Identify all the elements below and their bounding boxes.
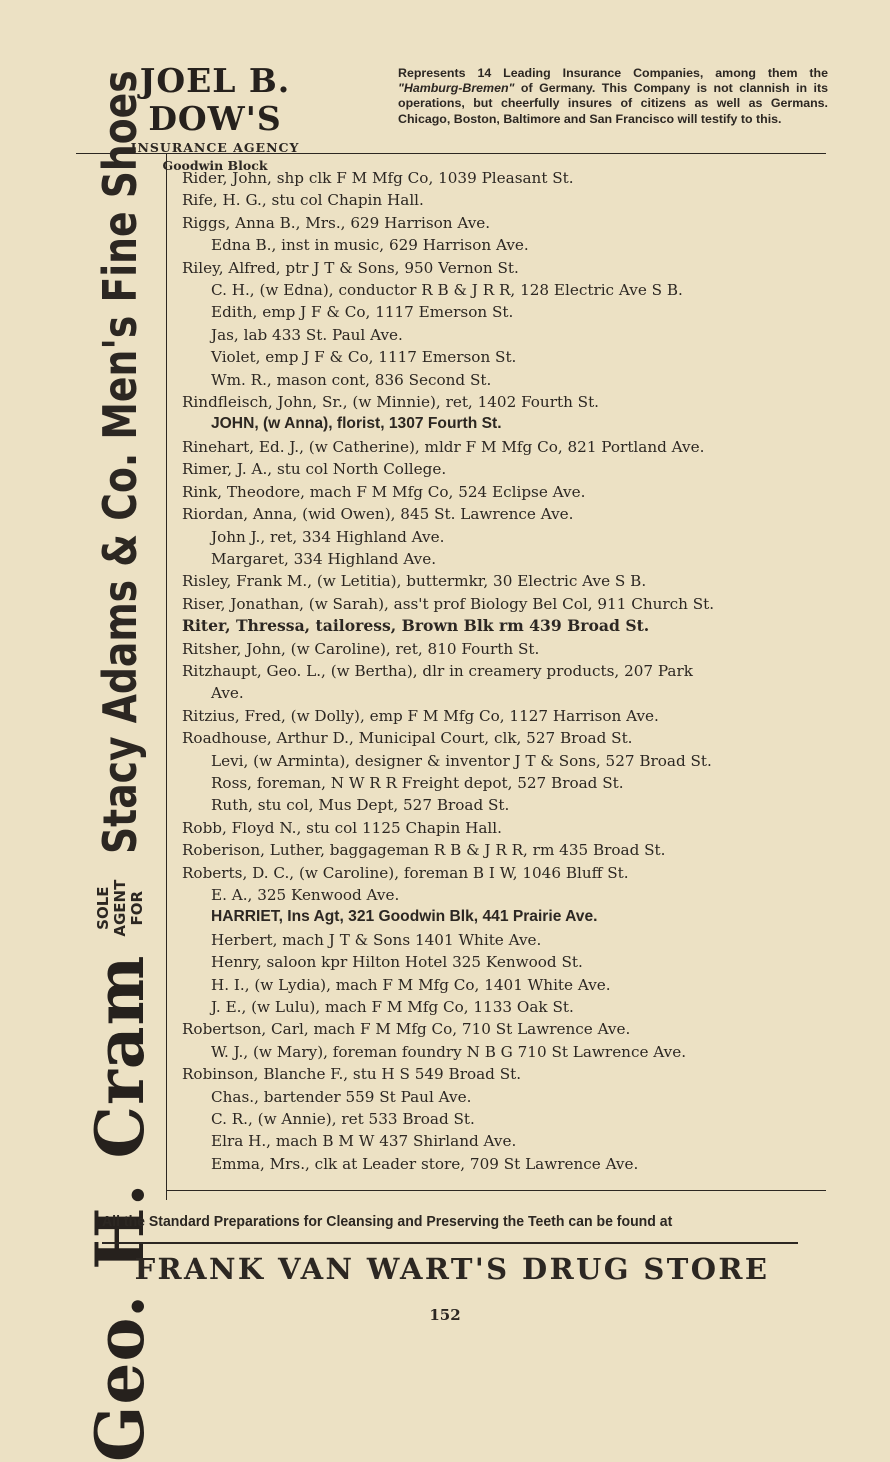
directory-entry: Levi, (w Arminta), designer & inventor J T & Sons, 527 Broad St. bbox=[211, 751, 712, 770]
blurb-part-2: of Germany. This Company is not clannish in its operations, but cheerfully insures of citizens as well as Germans. Chicago, Boston, Baltimore and San Francisco will testify to this. bbox=[398, 81, 828, 126]
directory-entry: Rinehart, Ed. J., (w Catherine), mldr F M Mfg Co, 821 Portland Ave. bbox=[182, 437, 705, 456]
directory-entry: John J., ret, 334 Highland Ave. bbox=[211, 527, 445, 546]
side-ad-sole: SOLE bbox=[93, 886, 112, 930]
directory-entry: Roadhouse, Arthur D., Municipal Court, clk, 527 Broad St. bbox=[182, 729, 633, 748]
directory-entry: Robinson, Blanche F., stu H S 549 Broad St. bbox=[182, 1065, 522, 1084]
directory-entry: Riser, Jonathan, (w Sarah), ass't prof Biology Bel Col, 911 Church St. bbox=[182, 594, 715, 613]
blurb-company-name: "Hamburg-Bremen" bbox=[398, 81, 515, 96]
directory-entry: Violet, emp J F & Co, 1117 Emerson St. bbox=[211, 348, 517, 367]
directory-entry: Ritzhaupt, Geo. L., (w Bertha), dlr in creamery products, 207 Park bbox=[182, 661, 693, 680]
page-number: 152 bbox=[429, 1306, 461, 1324]
directory-entry: JOHN, (w Anna), florist, 1307 Fourth St. bbox=[211, 415, 502, 433]
side-ad-sole-agent bbox=[95, 880, 146, 937]
side-ad-agent: AGENT bbox=[110, 879, 129, 937]
blurb-part-1: Represents 14 Leading Insurance Companies, among them the bbox=[398, 66, 828, 80]
directory-entry: Roberison, Luther, baggageman R B & J R R, rm 435 Broad St. bbox=[182, 841, 666, 860]
directory-entry: H. I., (w Lydia), mach F M Mfg Co, 1401 White Ave. bbox=[211, 975, 611, 994]
directory-entry: J. E., (w Lulu), mach F M Mfg Co, 1133 Oak St. bbox=[211, 998, 574, 1017]
directory-entry: Edna B., inst in music, 629 Harrison Ave. bbox=[211, 236, 529, 255]
directory-entry: C. H., (w Edna), conductor R B & J R R, 128 Electric Ave S B. bbox=[211, 281, 683, 300]
directory-listing bbox=[182, 167, 832, 1175]
directory-entry: Riley, Alfred, ptr J T & Sons, 950 Vernon St. bbox=[182, 258, 519, 277]
directory-entry: Rindfleisch, John, Sr., (w Minnie), ret, 1402 Fourth St. bbox=[182, 393, 600, 412]
directory-entry: Rimer, J. A., stu col North College. bbox=[182, 460, 447, 479]
directory-entry: Riter, Thressa, tailoress, Brown Blk rm 439 Broad St. bbox=[182, 616, 650, 636]
directory-entry: Herbert, mach J T & Sons 1401 White Ave. bbox=[211, 930, 542, 949]
footer-divider bbox=[102, 1242, 798, 1244]
directory-entry: Edith, emp J F & Co, 1117 Emerson St. bbox=[211, 303, 514, 322]
directory-entry: Wm. R., mason cont, 836 Second St. bbox=[211, 370, 492, 389]
directory-entry: Ross, foreman, N W R R Freight depot, 527 Broad St. bbox=[211, 773, 624, 792]
side-ad-for: FOR bbox=[127, 890, 146, 926]
directory-entry: Emma, Mrs., clk at Leader store, 709 St Lawrence Ave. bbox=[211, 1154, 639, 1173]
directory-entry: Ruth, stu col, Mus Dept, 527 Broad St. bbox=[211, 796, 510, 815]
side-ad-merchant: Geo. H. Cram bbox=[81, 954, 159, 1462]
directory-entry: Roberts, D. C., (w Caroline), foreman B I W, 1046 Bluff St. bbox=[182, 863, 629, 882]
header-ad-blurb bbox=[398, 66, 828, 127]
directory-entry: HARRIET, Ins Agt, 321 Goodwin Blk, 441 Prairie Ave. bbox=[211, 908, 598, 926]
directory-entry: C. R., (w Annie), ret 533 Broad St. bbox=[211, 1110, 475, 1129]
directory-entry: Robb, Floyd N., stu col 1125 Chapin Hall. bbox=[182, 818, 502, 837]
directory-entry: Robertson, Carl, mach F M Mfg Co, 710 St Lawrence Ave. bbox=[182, 1020, 631, 1039]
directory-entry: Chas., bartender 559 St Paul Ave. bbox=[211, 1087, 472, 1106]
directory-entry: Margaret, 334 Highland Ave. bbox=[211, 549, 437, 568]
directory-entry: Rider, John, shp clk F M Mfg Co, 1039 Pleasant St. bbox=[182, 169, 574, 187]
directory-entry: Elra H., mach B M W 437 Shirland Ave. bbox=[211, 1132, 517, 1151]
side-ad-rotated bbox=[74, 69, 166, 1462]
header-divider bbox=[76, 153, 826, 154]
directory-entry: Riordan, Anna, (wid Owen), 845 St. Lawrence Ave. bbox=[182, 505, 574, 524]
side-ad-product: Stacy Adams & Co. Men's Fine Shoes bbox=[93, 69, 147, 854]
footer-ad-line: All the Standard Preparations for Cleansing and Preserving the Teeth can be found at bbox=[102, 1214, 673, 1230]
directory-entry: Rife, H. G., stu col Chapin Hall. bbox=[182, 191, 424, 210]
directory-entry: Jas, lab 433 St. Paul Ave. bbox=[211, 325, 403, 344]
agency-location: Goodwin Block bbox=[162, 158, 268, 173]
directory-entry: Ritzius, Fred, (w Dolly), emp F M Mfg Co, 1127 Harrison Ave. bbox=[182, 706, 659, 725]
directory-entry: E. A., 325 Kenwood Ave. bbox=[211, 886, 400, 904]
side-column-divider bbox=[166, 154, 167, 1200]
directory-entry: Ave. bbox=[211, 684, 244, 703]
agency-subtitle: INSURANCE AGENCY bbox=[130, 140, 300, 155]
directory-entry: Risley, Frank M., (w Letitia), buttermkr, 30 Electric Ave S B. bbox=[182, 572, 647, 591]
directory-entry: Ritsher, John, (w Caroline), ret, 810 Fourth St. bbox=[182, 639, 540, 658]
directory-entry: Henry, saloon kpr Hilton Hotel 325 Kenwood St. bbox=[211, 953, 583, 972]
directory-entry: W. J., (w Mary), foreman foundry N B G 710 St Lawrence Ave. bbox=[211, 1042, 687, 1061]
listing-bottom-divider bbox=[166, 1190, 826, 1191]
agency-name: JOEL B. DOW'S bbox=[139, 61, 291, 138]
directory-entry: Riggs, Anna B., Mrs., 629 Harrison Ave. bbox=[182, 213, 491, 232]
directory-entry: Rink, Theodore, mach F M Mfg Co, 524 Eclipse Ave. bbox=[182, 482, 586, 501]
footer-ad-store: FRANK VAN WART'S DRUG STORE bbox=[134, 1252, 770, 1286]
